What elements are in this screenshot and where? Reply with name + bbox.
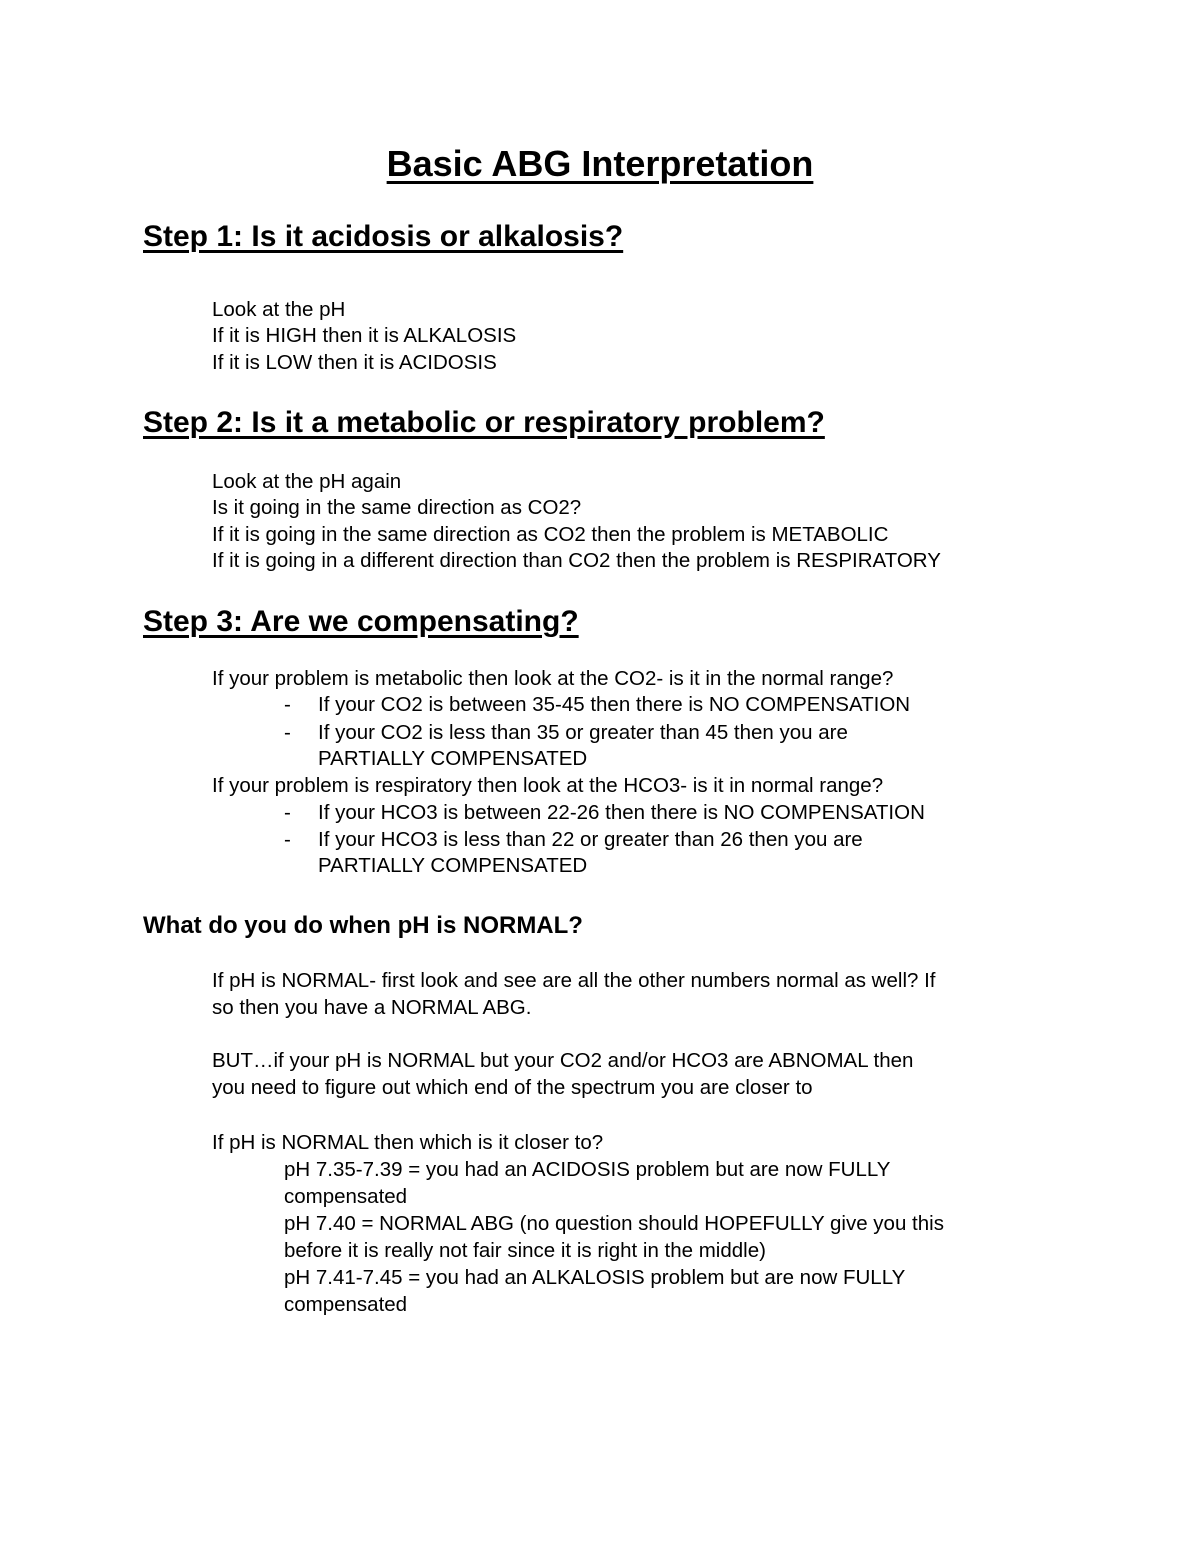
normal-range-normal: pH 7.40 = NORMAL ABG (no question should HOPEFULLY give you this [284, 1212, 944, 1235]
bullet-dash: - [284, 828, 291, 851]
normal-range-normal-cont: before it is really not fair since it is right in the middle) [284, 1239, 766, 1262]
normal-para3-intro: If pH is NORMAL then which is it closer to? [212, 1131, 604, 1154]
step2-line: Is it going in the same direction as CO2? [212, 496, 582, 519]
step3-metabolic-bullet: If your CO2 is less than 35 or greater than 45 then you are [318, 721, 848, 744]
step3-metabolic-bullet: If your CO2 is between 35-45 then there is NO COMPENSATION [318, 693, 911, 716]
normal-range-alkalosis-cont: compensated [284, 1293, 408, 1316]
normal-para2: you need to figure out which end of the spectrum you are closer to [212, 1076, 813, 1099]
normal-range-acidosis: pH 7.35-7.39 = you had an ACIDOSIS problem but are now FULLY [284, 1158, 891, 1181]
step2-heading: Step 2: Is it a metabolic or respiratory problem? [143, 406, 825, 439]
step3-respiratory-bullet-cont: PARTIALLY COMPENSATED [318, 854, 588, 877]
normal-para1: If pH is NORMAL- first look and see are all the other numbers normal as well? If [212, 969, 936, 992]
step2-line: Look at the pH again [212, 470, 402, 493]
document-title: Basic ABG Interpretation [386, 143, 814, 184]
step3-respiratory-bullet: If your HCO3 is between 22-26 then there is NO COMPENSATION [318, 801, 925, 824]
normal-para2: BUT…if your pH is NORMAL but your CO2 and/or HCO3 are ABNOMAL then [212, 1049, 914, 1072]
step3-metabolic-bullet-cont: PARTIALLY COMPENSATED [318, 747, 588, 770]
bullet-dash: - [284, 801, 291, 824]
step3-respiratory-intro: If your problem is respiratory then look at the HCO3- is it in normal range? [212, 774, 884, 797]
step3-heading: Step 3: Are we compensating? [143, 605, 579, 638]
step2-line: If it is going in a different direction than CO2 then the problem is RESPIRATORY [212, 549, 941, 572]
normal-range-acidosis-cont: compensated [284, 1185, 408, 1208]
bullet-dash: - [284, 693, 291, 716]
step3-respiratory-bullet: If your HCO3 is less than 22 or greater than 26 then you are [318, 828, 863, 851]
step1-heading: Step 1: Is it acidosis or alkalosis? [143, 220, 624, 253]
step1-line: If it is LOW then it is ACIDOSIS [212, 351, 497, 374]
normal-range-alkalosis: pH 7.41-7.45 = you had an ALKALOSIS problem but are now FULLY [284, 1266, 906, 1289]
step2-line: If it is going in the same direction as CO2 then the problem is METABOLIC [212, 523, 889, 546]
step1-line: Look at the pH [212, 298, 346, 321]
normal-para1: so then you have a NORMAL ABG. [212, 996, 532, 1019]
normal-heading: What do you do when pH is NORMAL? [143, 912, 583, 939]
bullet-dash: - [284, 721, 291, 744]
step3-metabolic-intro: If your problem is metabolic then look at the CO2- is it in the normal range? [212, 667, 894, 690]
step1-line: If it is HIGH then it is ALKALOSIS [212, 324, 517, 347]
